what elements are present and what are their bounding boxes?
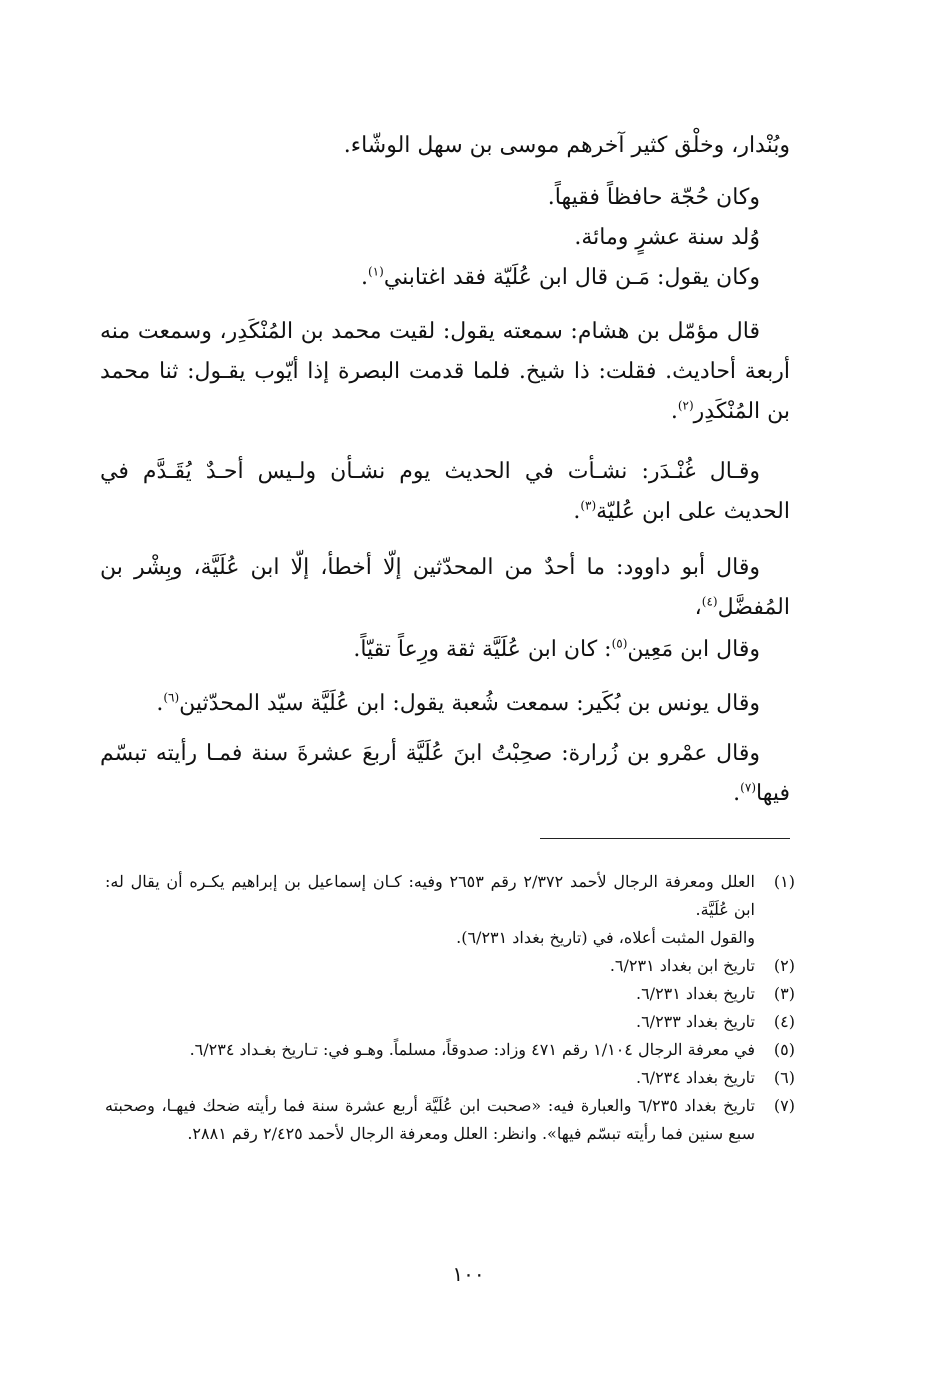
paragraph-3: وُلد سنة عشرٍ ومائة. (574, 225, 760, 250)
footnote-number: (٦) (773, 1068, 795, 1087)
footnote-number: (٧) (773, 1096, 795, 1115)
paragraph-10: وقال عمْرو بن زُرارة: صحِبْتُ ابنَ عُلَيَّة أربعَ عشرةَ سنة فمـا رأيته تبسّم فيها$^{(٧)}$. (100, 741, 790, 806)
main-text-block-6 (100, 630, 790, 670)
footnote-7 (105, 1092, 795, 1148)
main-text-block-2 (100, 178, 790, 298)
footnote-number: (٣) (773, 984, 795, 1003)
footnote-4 (105, 1008, 795, 1036)
page-number: ١٠٠ (452, 1262, 485, 1286)
main-text-block-4 (100, 452, 790, 532)
footnote-text: تاريخ بغداد ٦/٢٣٣. (635, 1012, 755, 1031)
main-text-block-7 (100, 684, 790, 724)
paragraph-7: وقال أبو داوود: ما أحدٌ من المحدّثين إلّا أخطأ، إلّا ابن عُلَيَّة، وبِشْر بن المُفضَّل$^{(٤)}$، (100, 555, 790, 620)
footnote-separator (540, 838, 790, 839)
footnote-ref: (٦) (163, 690, 180, 705)
footnote-number: (٥) (773, 1040, 795, 1059)
footnote-text: في معرفة الرجال ١/١٠٤ رقم ٤٧١ وزاد: صدوقاً، مسلماً. وهـو في: تـاريخ بغـداد ٦/٢٣٤. (189, 1040, 755, 1059)
footnote-number: (٤) (773, 1012, 795, 1031)
footnote-ref: (٧) (740, 780, 756, 795)
footnote-ref: (٢) (677, 398, 694, 413)
paragraph-1: وبُنْدار، وخلْق كثير آخرهم موسى بن سهل الوشّاء. (343, 133, 790, 158)
footnote-number: (٢) (773, 956, 795, 975)
footnote-number: (١) (773, 872, 795, 891)
paragraph-6: وقـال غُنْـدَر: نشـأت في الحديث يوم نشـأن ولـيس أحـدٌ يُقَـدَّم في الحديث على ابن عُليّة$^{(٣)}$. (100, 459, 790, 524)
main-text-block-8 (100, 734, 790, 814)
footnote-2 (105, 952, 795, 980)
paragraph-4: وكان يقول: مَـن قال ابن عُلَيّة فقد اغتابني$^{(١)}$. (360, 264, 760, 290)
footnote-ref: (٣) (580, 498, 597, 513)
footnote-ref: (٥) (611, 636, 628, 651)
footnote-text: تاريخ بغداد ٦/٢٣٤. (635, 1068, 755, 1087)
footnote-text: العلل ومعرفة الرجال لأحمد ٢/٣٧٢ رقم ٢٦٥٣ وفيه: كـان إسماعيل بن إبراهيم يكـره أن يقال له: ابن عُلَيَّة. (105, 872, 755, 919)
paragraph-2: وكان حُجّة حافظاً فقيهاً. (547, 185, 760, 210)
main-text-block-5 (100, 548, 790, 628)
paragraph-5: قال مؤمّل بن هشام: سمعته يقول: لقيت محمد بن المُنْكَدِر، وسمعت منه أربعة أحاديث. فقلت: ذا شيخ. فلما قدمت البصرة إذا أيّوب يقـول: ثنا محمد بن المُنْكَدِر$^{(٢)}$. (100, 319, 790, 424)
footnote-3 (105, 980, 795, 1008)
paragraph-9: وقال يونس بن بُكَير: سمعت شُعبة يقول: ابن عُلَيَّة سيّد المحدّثين$^{(٦)}$. (156, 690, 760, 716)
footnote-ref: (١) (367, 264, 384, 279)
footnote-1-continuation: والقول المثبت أعلاه، في (تاريخ بغداد ٦/٢٣١). (456, 928, 755, 947)
paragraph-8: وقال ابن مَعِين$^{(٥)}$: كان ابن عُلَيَّة ثقة ورِعاً تقيّاً. (353, 636, 760, 662)
footnote-text: تاريخ بغداد ٦/٢٣٥ والعبارة فيه: «صحبت ابن عُلَيَّة أربع عشرة سنة فما رأيته ضحك فيهـا، وصحبته سبع سنين فما رأيته تبسّم فيها». وانظر: العلل ومعرفة الرجال لأحمد ٢/٤٢٥ رقم ٢٨٨١. (105, 1096, 755, 1143)
footnote-1 (105, 868, 795, 924)
footnote-ref: (٤) (701, 594, 718, 609)
footnote-text: تاريخ ابن بغداد ٦/٢٣١. (609, 956, 755, 975)
footnotes (105, 868, 795, 1148)
footnote-6 (105, 1064, 795, 1092)
main-text (100, 126, 790, 166)
footnote-5 (105, 1036, 795, 1064)
footnote-text: تاريخ بغداد ٦/٢٣١. (635, 984, 755, 1003)
main-text-block-3 (100, 312, 790, 432)
